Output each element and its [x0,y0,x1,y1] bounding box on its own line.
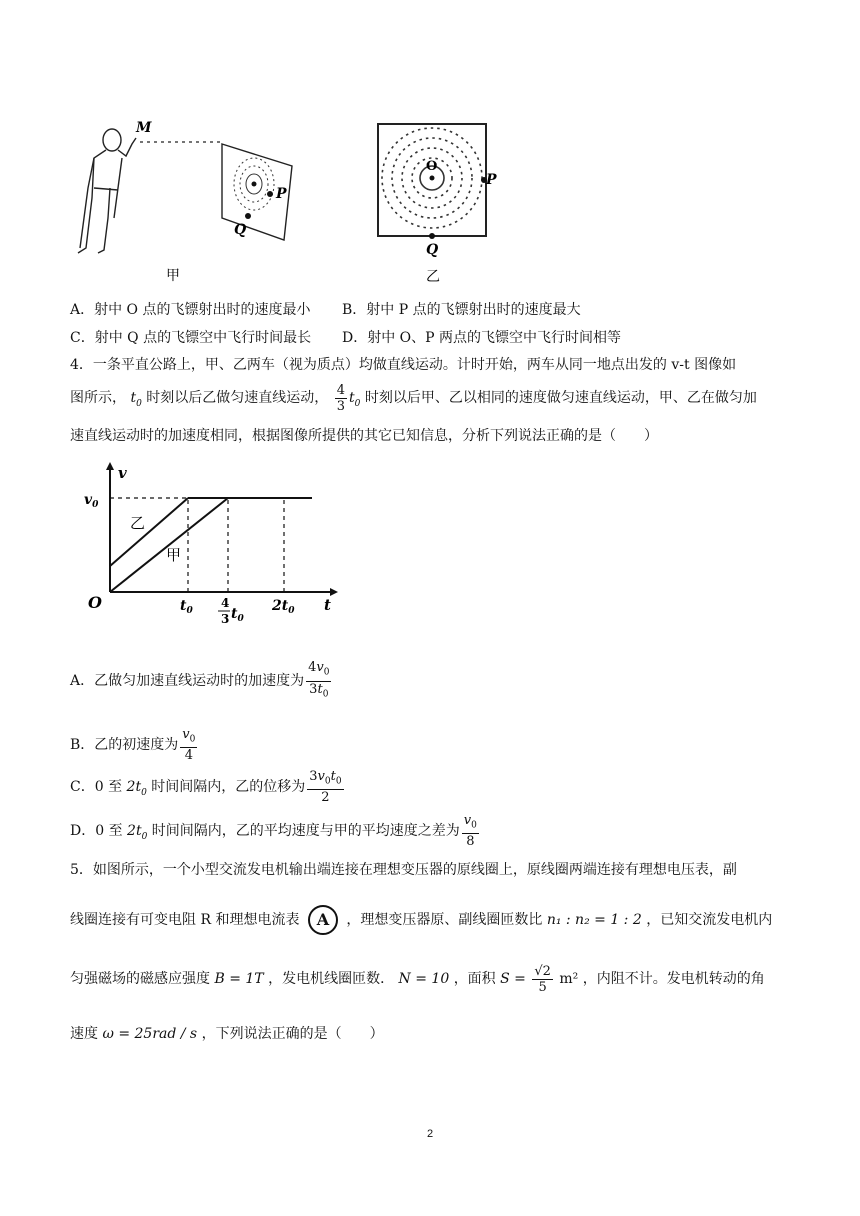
q4-option-d: D．0 至 $2t_0$ 时间间隔内，乙的平均速度与甲的平均速度之差为 $\frac{v_0}{8}$ [70,812,477,850]
figure-jia [70,118,300,288]
origin: O [88,593,102,612]
label-p: P [276,186,287,202]
tick-t0: $t_0$ [180,598,193,616]
q4-option-d-frac: $\frac{v_0}{8}$ [463,812,477,850]
tick-2t0: $2t_0$ [272,598,295,616]
label-yi: 乙 [130,514,146,532]
q5-omega-eq: ω = 25rad / s [102,1026,198,1042]
label-q2: Q [426,242,439,258]
q5-line-4-b: ，下列说法正确的是（ ） [201,1026,384,1042]
caption-jia: 甲 [166,268,180,284]
q5-line-3-b: ，发电机线圈匝数． [268,971,395,987]
q5-line-4 [70,1024,384,1044]
q4-line-1: 4．一条平直公路上，甲、乙两车（视为质点）均做直线运动。计时开始，两车从同一地点出发的 v-t 图像如 [70,357,737,373]
q5-s-frac: $\frac{√2}{5}$ [534,963,551,995]
q5-line-2-b: ，理想变压器原、副线圈匝数比 [346,912,543,928]
q5-line-2-a: 线圈连接有可变电阻 R 和理想电流表 [70,912,300,928]
q4-option-c-b: 时间间隔内，乙的位移为 [151,779,306,795]
figure-jia-drawing [70,118,300,288]
q4-option-a-text: A．乙做匀加速直线运动时的加速度为 [70,673,305,690]
caption-yi: 乙 [426,269,440,285]
label-jia: 甲 [166,546,182,564]
vt-graph [80,460,340,630]
q4-option-a-frac: $\frac{4v_0}{3t_0}$ [308,660,330,700]
q4-line-2-c: 时刻以后甲、乙以相同的速度做匀速直线运动，甲、乙在做匀加 [364,390,757,406]
q4-option-c: C．0 至 $2t_0$ 时间间隔内，乙的位移为 $\frac{3v_0t_0}{2}$ [70,768,342,806]
label-q: Q [234,222,247,238]
axis-t: t [324,596,331,614]
q4-line-2: 图所示， $t_0$ 时刻以后乙做匀速直线运动， $\frac{4}{3}$ $t_0$ 时刻以后甲、乙以相同的速度做匀速直线运动，甲、乙在做匀加 [70,382,757,414]
label-m: M [136,120,152,136]
q5-line-2-c: ，已知交流发电机内 [646,912,773,928]
q5-line-3-d: ，内阻不计。发电机转动的角 [582,971,765,987]
tick-43-t0: $t_0$ [231,606,244,624]
q4-line-2-b: 时刻以后乙做匀速直线运动， [146,390,329,406]
q5-line-3-c: ，面积 [453,971,496,987]
q5-line-3-a: 匀强磁场的磁感应强度 [70,971,210,987]
tick-43-den: 3 [221,612,230,626]
q3-option-d: D．射中 O、P 两点的飞镖空中飞行时间相等 [342,330,622,346]
q5-b-eq: B = 1T [214,971,264,987]
q4-option-a [70,660,333,702]
q5-s-unit: m² [559,971,579,987]
axis-v: v [118,464,127,482]
q4-option-b-frac: $\frac{v_0}{4}$ [182,726,196,764]
q5-s-label: S = [500,971,526,987]
q4-option-b-text: B．乙的初速度为 [70,737,179,753]
q5-line-3 [70,958,765,1000]
figure-yi [372,118,502,288]
q5-line-1: 5．如图所示，一个小型交流发电机输出端连接在理想变压器的原线圈上，原线圈两端连接有理想电压表，副 [70,862,737,878]
ammeter-icon: A [308,905,338,935]
q4-line-2-a: 图所示， [70,390,126,406]
q5-ratio: n₁ : n₂ = 1 : 2 [546,912,642,928]
q4-line-3: 速直线运动时的加速度相同，根据图像所提供的其它已知信息，分析下列说法正确的是（ ） [70,428,658,444]
tick-43-num: 4 [221,596,230,610]
figure-yi-drawing [372,118,502,288]
q3-option-b: B．射中 P 点的飞镖射出时的速度最大 [342,302,581,318]
q4-option-c-a: C．0 至 [70,779,123,795]
q4-option-d-a: D．0 至 [70,823,123,839]
label-v0: $v_0$ [84,492,99,510]
q3-option-c: C．射中 Q 点的飞镖空中飞行时间最长 [70,330,312,346]
vt-graph-drawing [80,460,340,630]
q4-frac-43: $\frac{4}{3}$ [336,382,346,414]
label-p2: P [486,172,497,188]
q5-line-2 [70,900,772,940]
q4-option-b [70,724,199,766]
label-o: O [426,159,438,174]
q4-option-d-b: 时间间隔内，乙的平均速度与甲的平均速度之差为 [151,823,460,839]
q5-n-eq: N = 10 [398,971,450,987]
q5-line-4-a: 速度 [70,1026,98,1042]
q4-option-c-frac: $\frac{3v_0t_0}{2}$ [309,768,342,806]
q3-option-a: A．射中 O 点的飞镖射出时的速度最小 [70,302,311,318]
q4-t0: $t_0$ [130,390,142,409]
page-number: 2 [426,1128,434,1140]
